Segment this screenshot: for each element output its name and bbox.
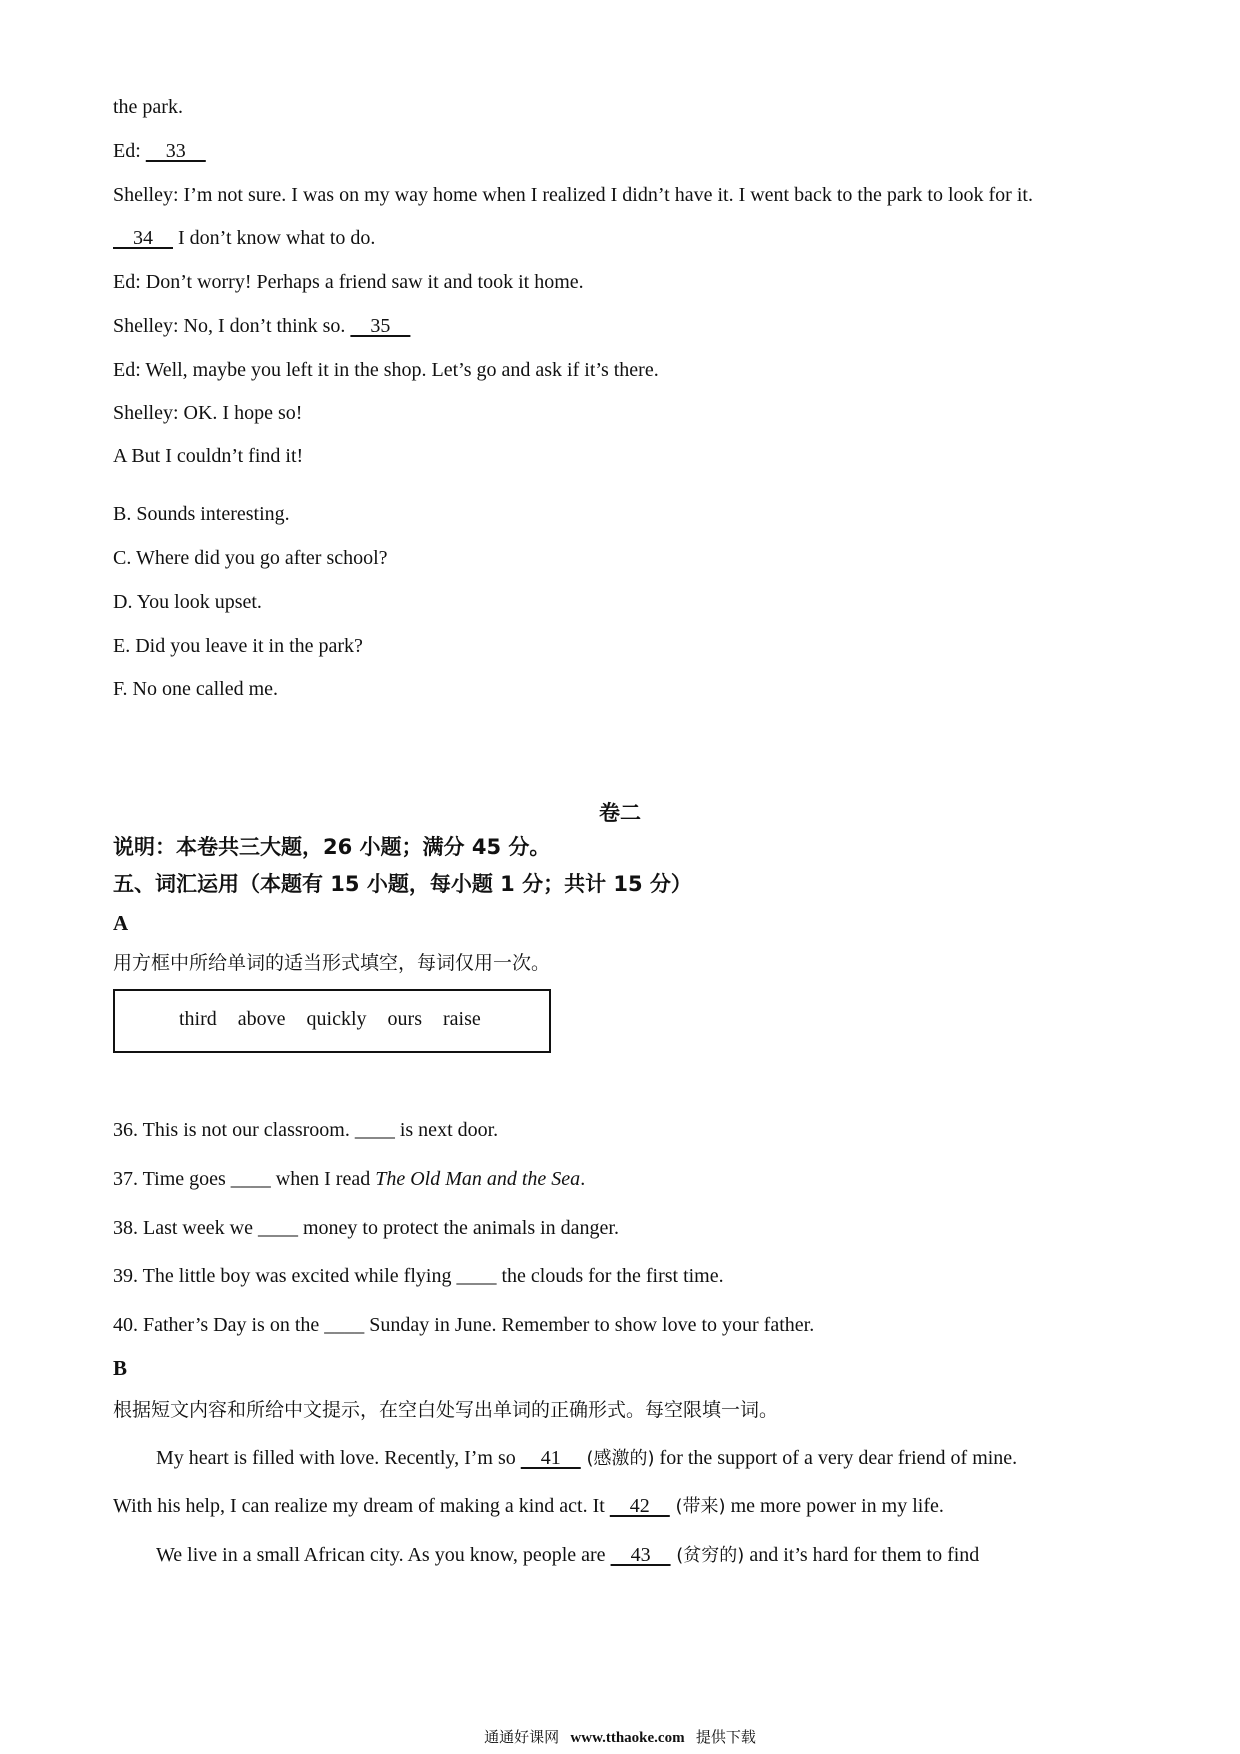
- dialogue-text-34: I don’t know what to do.: [173, 227, 376, 249]
- word-box: [113, 989, 551, 1053]
- section-a-instruction: 用方框中所给单词的适当形式填空，每词仅用一次。: [113, 952, 551, 974]
- blank-42: 42: [609, 1495, 670, 1517]
- question-37-end: .: [580, 1168, 586, 1190]
- passage-text: for the support of a very dear friend of mine.: [654, 1447, 1018, 1469]
- book-title: The Old Man and the Sea: [375, 1168, 581, 1190]
- hint-43: (贫穷的): [670, 1545, 745, 1566]
- dialogue-line-34: [113, 224, 375, 252]
- passage-line-2: [113, 1492, 944, 1521]
- dialogue-line-ed-33: [113, 137, 206, 165]
- option-b: B. Sounds interesting.: [113, 503, 290, 525]
- question-37: [113, 1165, 585, 1193]
- page-footer: [0, 1726, 1240, 1747]
- blank-43: 43: [610, 1544, 671, 1566]
- blank-34: 34: [113, 227, 173, 249]
- question-39: 39. The little boy was excited while flying ____ the clouds for the first time.: [113, 1265, 724, 1287]
- footer-site-name: 通通好课网: [484, 1728, 560, 1746]
- question-40: 40. Father’s Day is on the ____ Sunday in June. Remember to show love to your father.: [113, 1314, 815, 1336]
- part2-note: 说明：本卷共三大题，26 小题；满分 45 分。: [113, 835, 551, 859]
- passage-text: and it’s hard for them to find: [744, 1544, 980, 1566]
- option-f: F. No one called me.: [113, 678, 279, 700]
- section5-heading: 五、词汇运用（本题有 15 小题，每小题 1 分；共计 15 分）: [113, 872, 692, 896]
- footer-url[interactable]: www.tthaoke.com: [570, 1730, 685, 1746]
- dialogue-line-shelley-1: Shelley: I’m not sure. I was on my way home when I realized I didn’t have it. I went back to the park to look for it.: [113, 184, 1033, 206]
- word-list: [179, 1008, 493, 1031]
- option-c: C. Where did you go after school?: [113, 547, 388, 569]
- part2-title: 卷二: [599, 801, 641, 825]
- question-36: 36. This is not our classroom. ____ is next door.: [113, 1119, 499, 1141]
- section-b-instruction: 根据短文内容和所给中文提示，在空白处写出单词的正确形式。每空限填一词。: [113, 1399, 779, 1421]
- dialogue-line-ed-3: Ed: Well, maybe you left it in the shop. Let’s go and ask if it’s there.: [113, 359, 659, 381]
- passage-text: We live in a small African city. As you know, people are: [156, 1544, 611, 1566]
- passage-line-3: [156, 1541, 979, 1570]
- question-37-text: 37. Time goes ____ when I read: [113, 1168, 376, 1190]
- word-raise: raise: [443, 1008, 481, 1030]
- blank-41: 41: [520, 1447, 581, 1469]
- passage-text: My heart is filled with love. Recently, I’m so: [156, 1447, 521, 1469]
- hint-42: (带来): [669, 1496, 726, 1517]
- dialogue-line-ed-2: Ed: Don’t worry! Perhaps a friend saw it and took it home.: [113, 271, 584, 293]
- word-quickly: quickly: [306, 1008, 367, 1030]
- hint-41: (感激的): [580, 1448, 655, 1469]
- dialogue-line-shelley-35: [113, 312, 410, 340]
- word-ours: ours: [387, 1008, 422, 1030]
- word-third: third: [179, 1008, 217, 1030]
- section-b-label: B: [113, 1356, 128, 1380]
- question-38: 38. Last week we ____ money to protect the animals in danger.: [113, 1217, 619, 1239]
- section-a-label: A: [113, 911, 129, 935]
- passage-line-1: [156, 1444, 1017, 1473]
- option-d: D. You look upset.: [113, 591, 262, 613]
- passage-text: me more power in my life.: [725, 1495, 944, 1517]
- passage-text: With his help, I can realize my dream of making a kind act. It: [113, 1495, 610, 1517]
- word-above: above: [237, 1008, 286, 1030]
- blank-33: 33: [145, 140, 206, 162]
- blank-35: 35: [350, 315, 411, 337]
- footer-suffix: 提供下载: [695, 1728, 756, 1746]
- option-a: A But I couldn’t find it!: [113, 445, 304, 467]
- dialogue-line-0: the park.: [113, 96, 183, 118]
- dialogue-line-shelley-3: Shelley: OK. I hope so!: [113, 402, 303, 424]
- option-e: E. Did you leave it in the park?: [113, 635, 363, 657]
- dialogue-text-35: Shelley: No, I don’t think so.: [113, 315, 351, 337]
- speaker-ed: Ed:: [113, 140, 146, 162]
